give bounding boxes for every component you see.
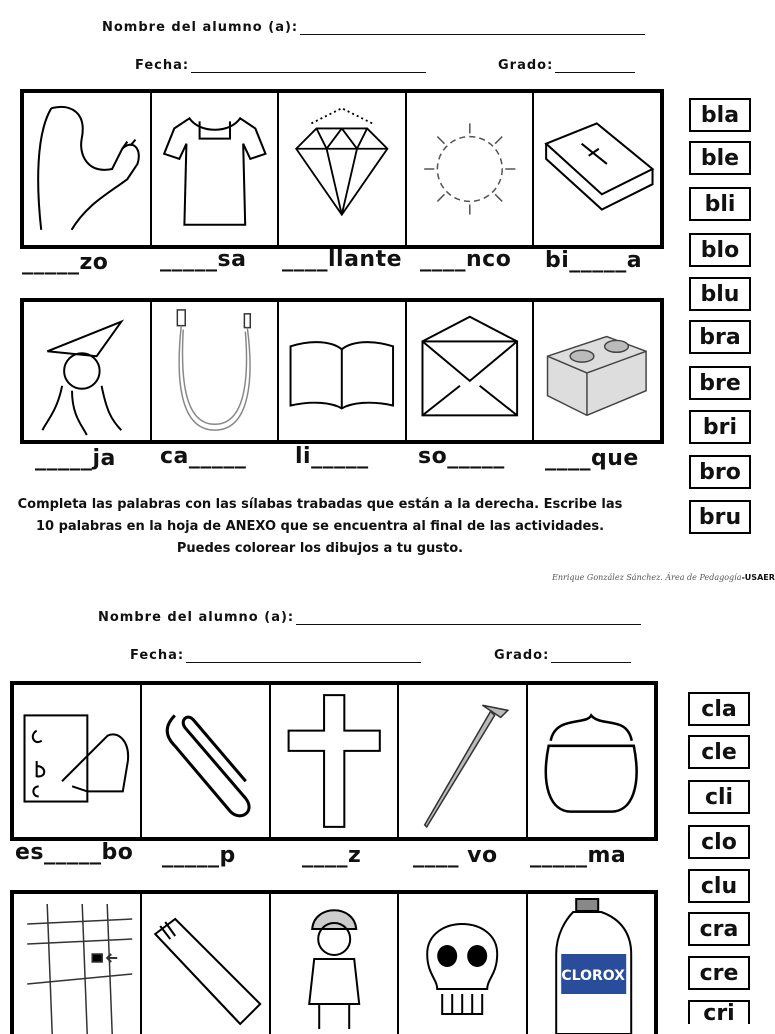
syllable-card: cri [688,1000,750,1024]
instruction-line: 10 palabras en la hoja de ANEXO que se encuentra al final de las actividades. [35,519,605,534]
credit-org: -USAER [741,573,775,582]
date-blank[interactable] [191,72,426,73]
blouse-icon [152,93,280,245]
grade-label: Grado: [494,648,550,663]
open-book-icon [279,302,407,440]
wizard-icon [24,302,152,440]
syllable-card: clo [688,825,750,859]
name-field-2[interactable] [98,610,641,625]
name-field[interactable] [102,20,645,35]
word-blank[interactable]: ____nco [420,247,512,272]
syllable-card: cre [688,956,750,990]
date-label: Fecha: [130,648,185,663]
word-blank[interactable]: _____zo [22,250,109,275]
word-blank[interactable]: bi_____a [545,248,643,273]
splash-icon [407,93,535,245]
syllable-card: bro [689,455,751,489]
syllable-card: cli [688,780,750,814]
picture-grid-row3 [10,681,658,841]
cable-icon [152,302,280,440]
bottle-label: CLOROX [561,968,625,984]
grade-blank[interactable] [551,662,631,663]
syllable-card: bla [689,98,751,132]
word-blank[interactable]: es_____bo [15,840,134,865]
soldier-icon [271,894,399,1034]
word-blank[interactable]: ca_____ [160,444,247,469]
picture-grid-row1 [20,89,664,249]
syllable-card: cla [688,692,750,726]
syllable-card: blu [689,277,751,311]
word-blank[interactable]: _____sa [160,247,247,272]
name-label: Nombre del alumno (a): [98,610,295,625]
instructions [10,494,630,560]
bleach-bottle-icon [528,894,654,1034]
credit-author: Enrique González Sánchez. Área de Pedagogía [552,573,742,582]
word-blank[interactable]: ____ vo [413,843,498,868]
grade-blank[interactable] [555,72,635,73]
word-blank[interactable]: li_____ [295,444,369,469]
map-icon [14,894,142,1034]
paper-clip-icon [142,685,270,837]
cross-icon [271,685,399,837]
word-blank[interactable]: ____z [302,843,362,868]
word-blank[interactable]: _____ja [35,446,116,471]
envelope-icon [407,302,535,440]
word-blank[interactable]: ____que [545,446,639,471]
name-blank[interactable] [296,624,641,625]
word-blank[interactable]: so_____ [418,444,505,469]
syllable-card: ble [689,141,751,175]
cinder-block-icon [534,302,660,440]
name-label: Nombre del alumno (a): [102,20,299,35]
date-blank[interactable] [186,662,421,663]
word-blank[interactable]: _____ma [530,843,627,868]
syllable-card: blo [689,233,751,267]
word-blank[interactable]: _____p [162,843,236,868]
grade-label: Grado: [498,58,554,73]
picture-grid-row2 [20,298,664,444]
syllable-card: bli [689,187,751,221]
syllable-card: bra [689,320,751,354]
arm-icon [24,93,152,245]
date-field[interactable] [135,58,426,73]
picture-grid-row4 [10,890,658,1034]
syllable-card: bre [689,366,751,400]
gum-pack-icon [142,894,270,1034]
writing-hand-icon [14,685,142,837]
name-blank[interactable] [300,34,645,35]
diamond-icon [279,93,407,245]
syllable-card: bri [689,410,751,444]
date-field-2[interactable] [130,648,421,663]
syllable-card: cle [688,735,750,769]
grade-field-2[interactable] [494,648,631,663]
credit [552,573,775,582]
instruction-line: Puedes colorear los dibujos a tu gusto. [176,541,464,556]
syllable-card: clu [688,869,750,903]
grade-field[interactable] [498,58,635,73]
date-label: Fecha: [135,58,190,73]
cream-jar-icon [528,685,654,837]
syllable-card: bru [689,500,751,534]
word-blank[interactable]: ____llante [282,247,403,272]
syllable-card: cra [688,912,750,946]
skull-icon [399,894,527,1034]
nail-icon [399,685,527,837]
bible-icon [534,93,660,245]
instruction-line: Completa las palabras con las sílabas trabadas que están a la derecha. Escribe las [17,497,623,512]
